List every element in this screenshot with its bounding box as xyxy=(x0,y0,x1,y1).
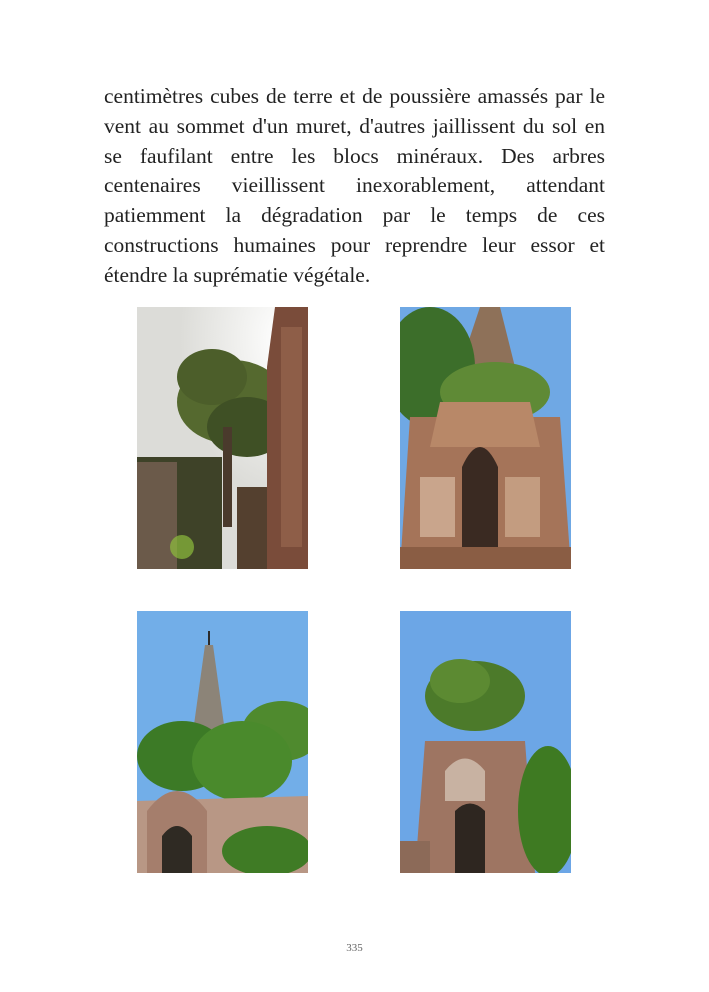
page-number: 335 xyxy=(346,942,363,954)
photo-carved-stupa-niche xyxy=(400,307,571,569)
photo-stupa-spire-trees xyxy=(137,611,308,873)
photo-tree-and-stupa-backlit xyxy=(137,307,308,569)
photo-stupa-topped-with-tree xyxy=(400,611,571,873)
body-paragraph: centimètres cubes de terre et de poussière amassés par le vent au sommet d'un muret, d'autres jaillissent du sol en se faufilant entre les blocs minéraux. Des arbres centenaires vieillissent inexorablement, attendant patiemment la dégradation par le temps de ces constructions humaines pour reprendre leur essor et étendre la suprématie végétale. xyxy=(104,84,605,287)
